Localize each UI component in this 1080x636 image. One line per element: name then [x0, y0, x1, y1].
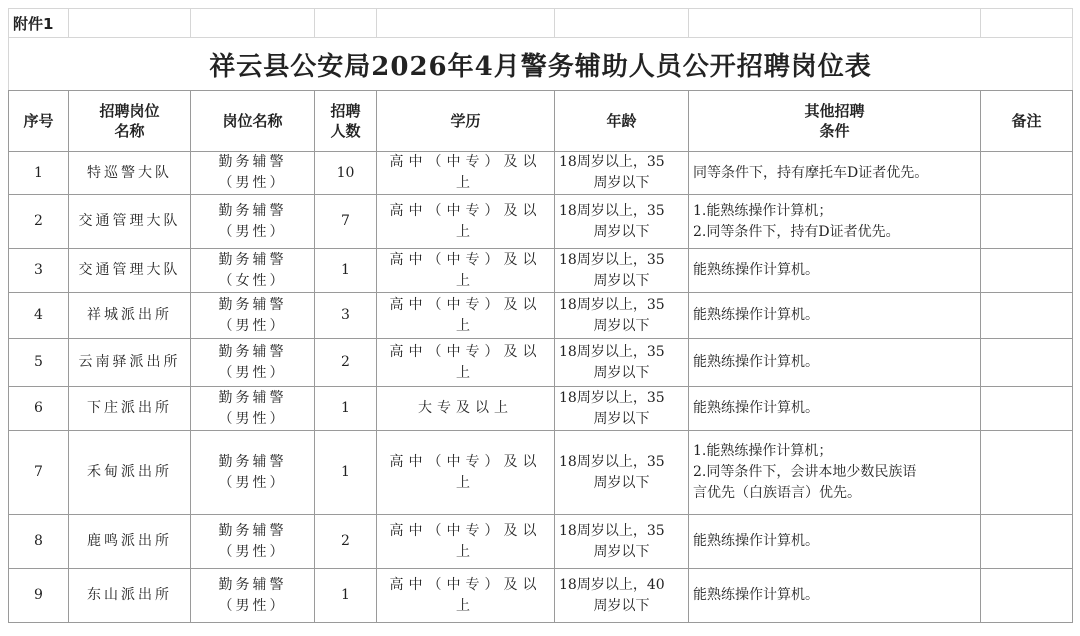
cell-conditions: [689, 249, 981, 293]
cell-count: 10: [315, 152, 377, 195]
table-row: [9, 152, 1073, 195]
cell-age: [555, 152, 689, 195]
cell-education: 高中（中专）及以上: [377, 249, 555, 293]
age-line: 18周岁以上，35: [559, 296, 665, 313]
position-line: （男性）: [218, 317, 287, 334]
position-line: 勤务辅警: [218, 202, 287, 219]
cell-count: 7: [315, 195, 377, 249]
cell-position: [191, 387, 315, 431]
header-position: 岗位名称: [191, 91, 315, 152]
cell-position: [191, 431, 315, 515]
condition-line: 能熟练操作计算机。: [693, 587, 819, 603]
cell-count: 1: [315, 569, 377, 623]
cell-conditions: [689, 515, 981, 569]
cell-conditions: [689, 339, 981, 387]
cell-age: [555, 431, 689, 515]
age-line: 周岁以下: [593, 364, 650, 381]
cell-conditions: [689, 152, 981, 195]
condition-line: 2.同等条件下，会讲本地少数民族语: [693, 464, 917, 480]
cell-seq: 1: [9, 152, 69, 195]
position-line: 勤务辅警: [218, 389, 287, 406]
position-line: 勤务辅警: [218, 343, 287, 360]
header-count: 招聘 人数: [315, 91, 377, 152]
position-line: （女性）: [218, 272, 287, 289]
condition-line: 能熟练操作计算机。: [693, 354, 819, 370]
cell-position: [191, 195, 315, 249]
cell-remark: [981, 569, 1073, 623]
age-line: 周岁以下: [593, 317, 650, 334]
cell-remark: [981, 431, 1073, 515]
cell-remark: [981, 515, 1073, 569]
recruitment-table: [8, 8, 1073, 623]
cell-position: [191, 293, 315, 339]
header-other-conditions: 其他招聘 条件: [689, 91, 981, 152]
table-row: [9, 293, 1073, 339]
age-line: 18周岁以上，35: [559, 343, 665, 360]
cell-count: 1: [315, 431, 377, 515]
position-line: （男性）: [218, 175, 287, 191]
cell-seq: 2: [9, 195, 69, 249]
cell-count: 3: [315, 293, 377, 339]
cell-conditions: [689, 293, 981, 339]
page-title: 祥云县公安局2026年4月警务辅助人员公开招聘岗位表: [9, 38, 1073, 91]
cell-age: [555, 515, 689, 569]
cell-position: [191, 339, 315, 387]
header-seq: 序号: [9, 91, 69, 152]
cell-conditions: [689, 195, 981, 249]
table-row: [9, 387, 1073, 431]
cell-conditions: [689, 431, 981, 515]
cell-seq: 7: [9, 431, 69, 515]
age-line: 18周岁以上，35: [559, 154, 665, 170]
position-line: 勤务辅警: [218, 453, 287, 470]
position-line: （男性）: [218, 223, 287, 240]
title-row: [9, 38, 1073, 91]
cell-seq: 5: [9, 339, 69, 387]
position-line: 勤务辅警: [218, 296, 287, 313]
position-line: 勤务辅警: [218, 522, 287, 539]
age-line: 周岁以下: [593, 474, 650, 491]
cell-remark: [981, 293, 1073, 339]
cell-dept: 祥城派出所: [69, 293, 191, 339]
cell-position: [191, 515, 315, 569]
position-line: 勤务辅警: [218, 576, 287, 593]
condition-line: 能熟练操作计算机。: [693, 307, 819, 323]
cell-seq: 6: [9, 387, 69, 431]
cell-remark: [981, 195, 1073, 249]
age-line: 18周岁以上，35: [559, 522, 665, 539]
cell-position: [191, 249, 315, 293]
cell-education: 高中（中专）及以上: [377, 339, 555, 387]
table-row: [9, 339, 1073, 387]
age-line: 周岁以下: [593, 543, 650, 560]
cell-conditions: [689, 387, 981, 431]
cell-age: [555, 249, 689, 293]
table-row: [9, 515, 1073, 569]
cell-remark: [981, 152, 1073, 195]
table-row: [9, 431, 1073, 515]
cell-position: [191, 569, 315, 623]
header-education: 学历: [377, 91, 555, 152]
cell-education: 高中（中专）及以上: [377, 152, 555, 195]
cell-remark: [981, 249, 1073, 293]
age-line: 18周岁以上，35: [559, 202, 665, 219]
age-line: 18周岁以上，35: [559, 251, 665, 268]
cell-count: 1: [315, 387, 377, 431]
position-line: （男性）: [218, 474, 287, 491]
cell-dept: 鹿鸣派出所: [69, 515, 191, 569]
cell-seq: 9: [9, 569, 69, 623]
position-line: （男性）: [218, 364, 287, 381]
cell-dept: 交通管理大队: [69, 195, 191, 249]
cell-seq: 8: [9, 515, 69, 569]
header-age: 年龄: [555, 91, 689, 152]
condition-line: 能熟练操作计算机。: [693, 533, 819, 549]
header-remark: 备注: [981, 91, 1073, 152]
cell-dept: 禾甸派出所: [69, 431, 191, 515]
attachment-row: [9, 9, 1073, 38]
cell-age: [555, 195, 689, 249]
table-row: [9, 569, 1073, 623]
header-row: [9, 91, 1073, 152]
condition-line: 能熟练操作计算机。: [693, 400, 819, 416]
cell-conditions: [689, 569, 981, 623]
cell-remark: [981, 387, 1073, 431]
age-line: 18周岁以上，35: [559, 389, 665, 406]
age-line: 周岁以下: [593, 410, 650, 427]
cell-education: 高中（中专）及以上: [377, 293, 555, 339]
cell-age: [555, 387, 689, 431]
attachment-label: 附件1: [9, 9, 69, 38]
cell-remark: [981, 339, 1073, 387]
cell-dept: 下庄派出所: [69, 387, 191, 431]
cell-education: 高中（中专）及以上: [377, 569, 555, 623]
condition-line: 1.能熟练操作计算机；: [693, 443, 833, 459]
cell-education: 高中（中专）及以上: [377, 515, 555, 569]
cell-position: [191, 152, 315, 195]
position-line: 勤务辅警: [218, 154, 287, 170]
table-row: [9, 249, 1073, 293]
cell-count: 1: [315, 249, 377, 293]
age-line: 18周岁以上，40: [559, 576, 665, 593]
cell-education: 高中（中专）及以上: [377, 431, 555, 515]
condition-line: 同等条件下，持有摩托车D证者优先。: [693, 164, 929, 181]
cell-dept: 交通管理大队: [69, 249, 191, 293]
cell-dept: 云南驿派出所: [69, 339, 191, 387]
table-row: [9, 195, 1073, 249]
cell-age: [555, 569, 689, 623]
condition-line: 1.能熟练操作计算机；: [693, 202, 833, 219]
age-line: 周岁以下: [593, 272, 650, 289]
age-line: 周岁以下: [593, 597, 650, 614]
cell-count: 2: [315, 339, 377, 387]
age-line: 18周岁以上，35: [559, 453, 665, 470]
cell-count: 2: [315, 515, 377, 569]
cell-seq: 3: [9, 249, 69, 293]
position-line: （男性）: [218, 410, 287, 427]
condition-line: 能熟练操作计算机。: [693, 262, 819, 278]
cell-age: [555, 339, 689, 387]
condition-line: 言优先（白族语言）优先。: [693, 485, 861, 501]
position-line: （男性）: [218, 597, 287, 614]
cell-dept: 东山派出所: [69, 569, 191, 623]
position-line: 勤务辅警: [218, 251, 287, 268]
age-line: 周岁以下: [593, 223, 650, 240]
age-line: 周岁以下: [593, 175, 650, 191]
cell-dept: 特巡警大队: [69, 152, 191, 195]
cell-education: 高中（中专）及以上: [377, 195, 555, 249]
header-dept: 招聘岗位 名称: [69, 91, 191, 152]
cell-age: [555, 293, 689, 339]
condition-line: 2.同等条件下，持有D证者优先。: [693, 223, 900, 240]
cell-education: 大专及以上: [377, 387, 555, 431]
position-line: （男性）: [218, 543, 287, 560]
cell-seq: 4: [9, 293, 69, 339]
